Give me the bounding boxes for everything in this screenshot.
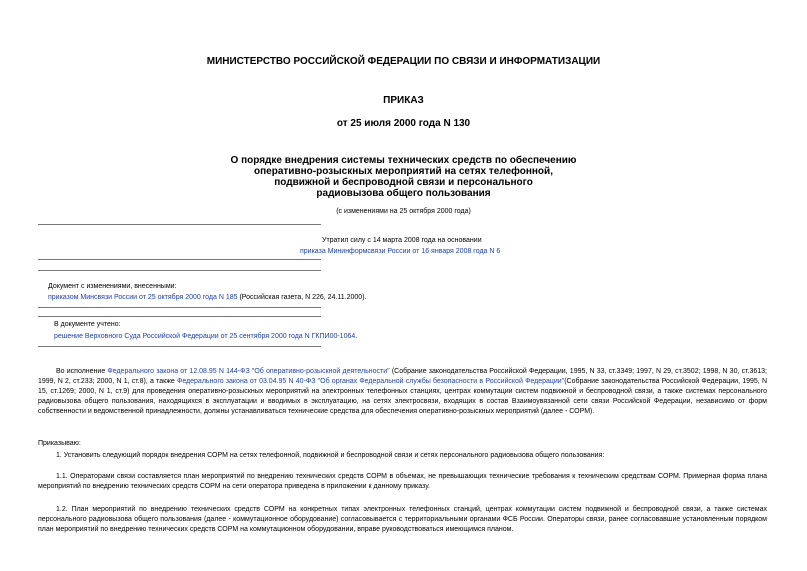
preamble-text: (Собрание законодательства Российской Федерации, 1995, N 15, ст.1269; 2000, N 1, ст.9) для проведения оперативно-розыскных мероприятий на электронных телефонных станциях, центрах коммутации систем подвижной и беспроводной связи, а также системах персонального радиовызова общего пользования, находящихся в эксплуатации и вводимых в эксплуатацию, на сетях электросвязи, входящих в состав Взаимоувязанной сети связи Российской Федерации, независимо от форм собственности и ведомственной принадлежности, должны устанавливаться технические средства для обеспечения оперативно-розыскных мероприятий (далее - СОРМ). xyxy=(38,378,768,415)
divider xyxy=(38,307,321,308)
divider xyxy=(38,259,321,260)
law-40-fz-link[interactable]: Федерального закона от 03.04.95 N 40-ФЗ "Об органах Федеральной службы безопасности в Российской Федерации" xyxy=(177,378,565,385)
title-line: О порядке внедрения системы технических средств по обеспечению xyxy=(230,155,577,166)
title-line: оперативно-розыскных мероприятий на сетях телефонной, xyxy=(254,166,553,177)
order-label: Приказываю: xyxy=(38,440,81,447)
document-title xyxy=(0,155,807,199)
law-144-fz-link[interactable]: Федерального закона от 12.08.95 N 144-ФЗ "Об оперативно-розыскной деятельности" xyxy=(107,368,390,375)
divider xyxy=(38,224,321,225)
amendments-block xyxy=(48,282,366,302)
ministry-heading: МИНИСТЕРСТВО РОССИЙСКОЙ ФЕДЕРАЦИИ ПО СВЯЗИ И ИНФОРМАТИЗАЦИИ xyxy=(206,56,601,67)
amendment-source: (Российская газета, N 226, 24.11.2000). xyxy=(237,294,367,301)
considered-tail: . xyxy=(355,333,358,340)
title-line: радиовызова общего пользования xyxy=(316,188,491,199)
amendment-link[interactable]: приказом Минсвязи России от 25 октября 2000 года N 185 xyxy=(48,294,238,301)
supreme-court-decision-link[interactable]: решение Верховного Суда Российской Федерации от 25 сентября 2000 года N ГКПИ00-1064 xyxy=(54,333,356,340)
divider xyxy=(38,346,321,347)
invalid-notice xyxy=(300,236,501,256)
doc-type-heading: ПРИКАЗ xyxy=(383,95,424,106)
preamble-text: (Собрание законодательства Российской Федерации, 1995, N 33, ст.3349; 1997, N 29, ст.3502; 1998, N 30, ст.3613; 1999, N 2, ст.233; 2000, N 1, ст.8), а также xyxy=(38,368,767,385)
order-item-1: 1. Установить следующий порядок внедрения СОРМ на сетях телефонной, подвижной и беспроводной связи и сетях персонального радиовызова общего пользования: xyxy=(56,452,605,459)
order-item-1-2: 1.2. План мероприятий по внедрению технических средств СОРМ на конкретных типах электронных телефонных станций, центрах коммутации систем подвижной и беспроводной связи, а также системах персонального радиовызова общего пользования (далее - коммутационное оборудование) согласовывается с территориальными органами ФСБ России. Операторы связи, ранее согласовавшие установленным порядком план мероприятий по внедрению технических средств СОРМ на коммутационном оборудовании, вправе руководствоваться имеющимся планом. xyxy=(38,506,767,533)
divider xyxy=(38,270,321,271)
invalid-notice-text: Утратил силу с 14 марта 2008 года на основании xyxy=(322,237,482,244)
invalid-order-link[interactable]: приказа Мининформсвязи России от 16 января 2008 года N 6 xyxy=(300,248,501,255)
considered-label: В документе учтено: xyxy=(54,321,121,328)
amendments-label: Документ с изменениями, внесенными: xyxy=(48,283,177,290)
changes-note: (с изменениями на 25 октября 2000 года) xyxy=(336,208,471,215)
order-item-1-1: 1.1. Операторами связи составляется план мероприятий по внедрению технических средств СОРМ в объемах, не превышающих технические требования к техническим средствам СОРМ. Примерная форма плана мероприятий по внедрению технических средств СОРМ на сети оператора приведена в приложении к данному приказу. xyxy=(38,473,767,490)
considered-block xyxy=(54,320,357,341)
doc-date-number: от 25 июля 2000 года N 130 xyxy=(336,118,471,129)
title-line: подвижной и беспроводной связи и персонального xyxy=(274,177,533,188)
preamble-text: Во исполнение xyxy=(56,368,108,375)
preamble-paragraph xyxy=(38,367,767,417)
divider xyxy=(38,316,321,317)
